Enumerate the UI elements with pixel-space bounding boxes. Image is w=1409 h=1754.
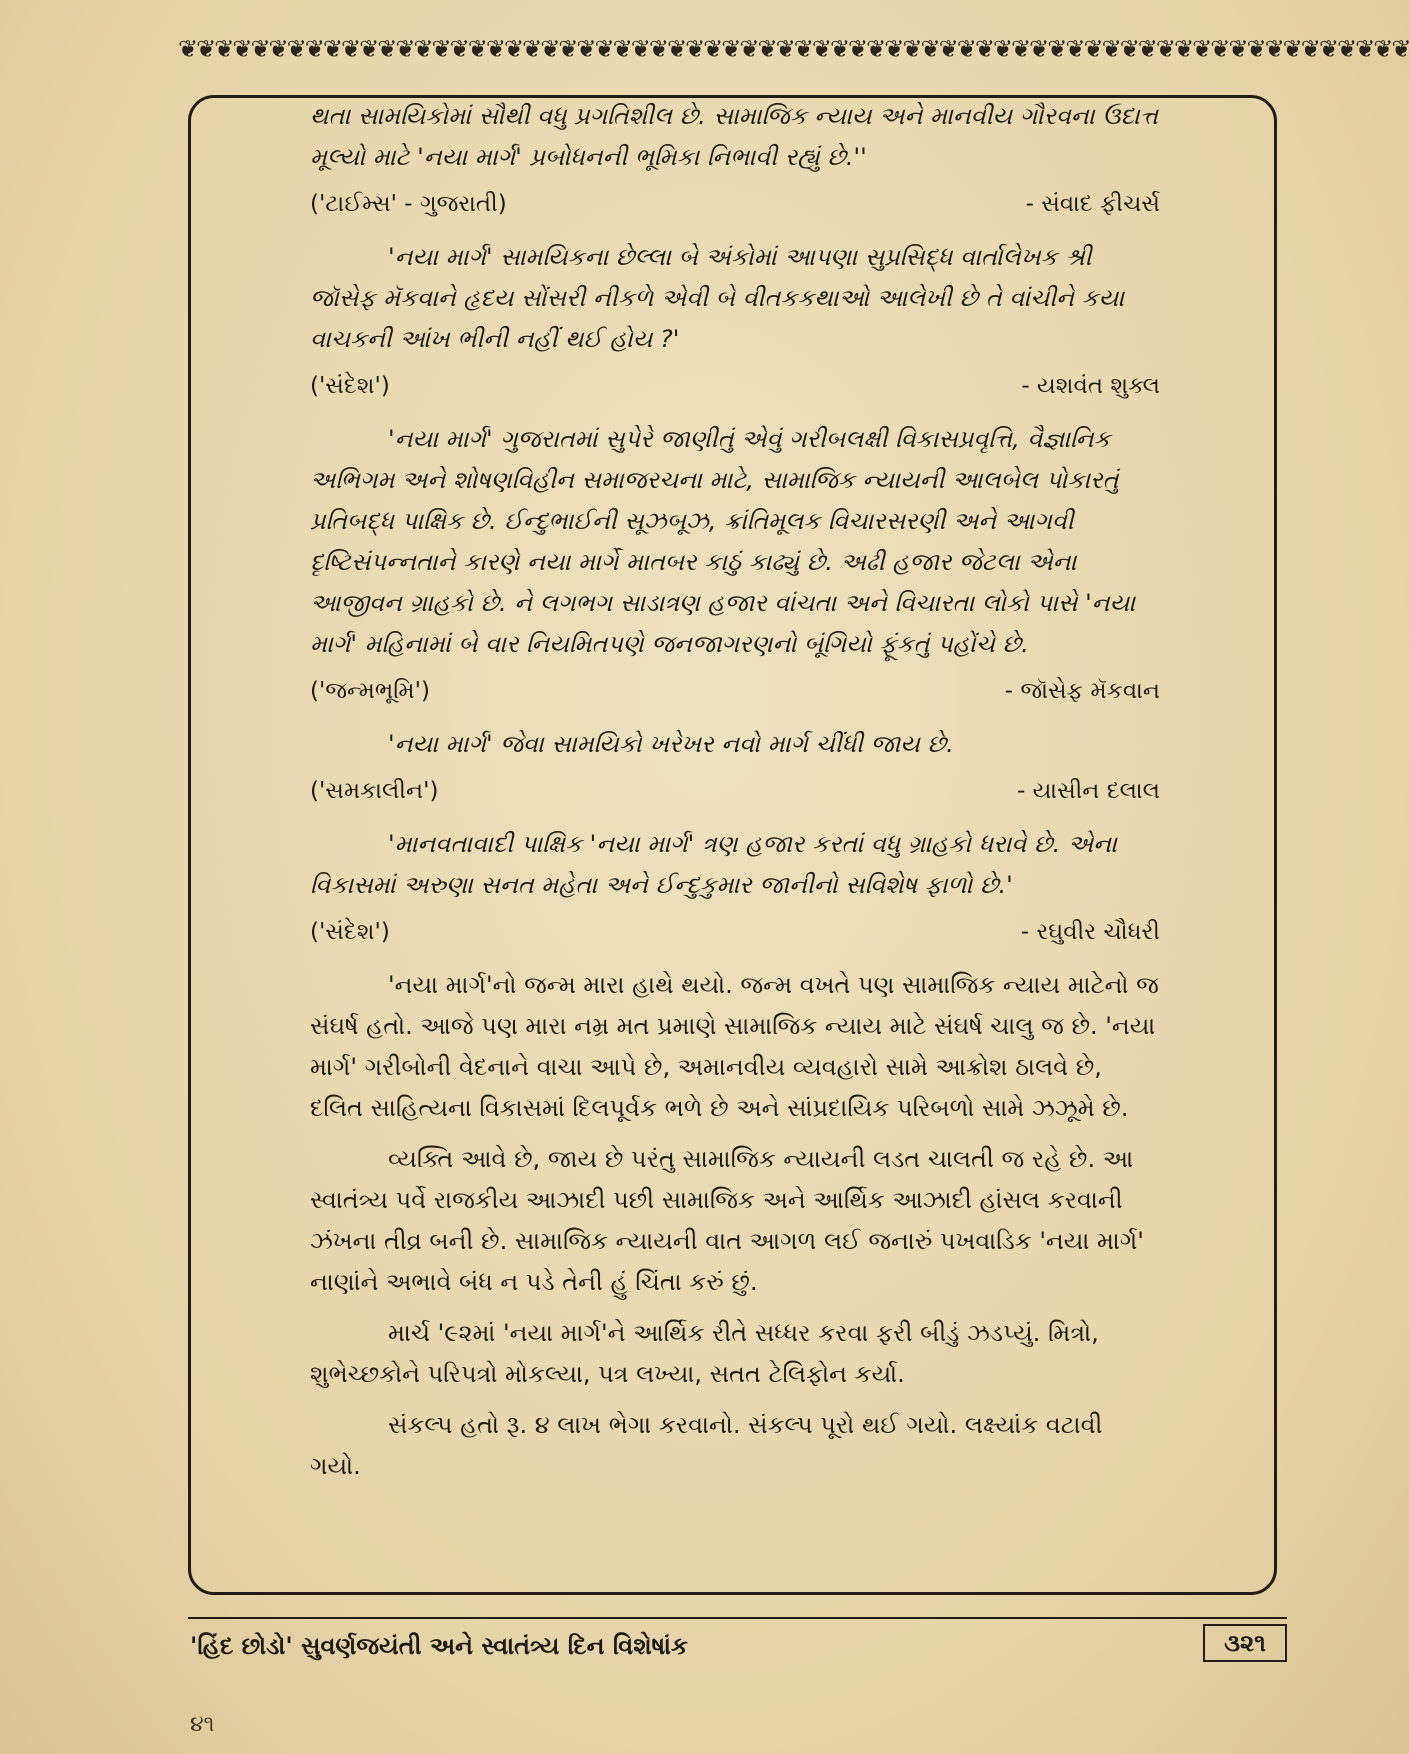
source-publication: ('સંદેશ')	[310, 373, 390, 399]
paragraph-8: માર્ચ '૯૨માં 'નયા માર્ગ'ને આર્થિક રીતે સધ્ધર કરવા ફરી બીડું ઝડપ્યું. મિત્રો, શુભેચ્છકોને પરિપત્રો મોકલ્યા, પત્ર લખ્યા, સતત ટેલિફોન કર્યા.	[310, 1319, 1099, 1388]
source-row-3	[310, 671, 1160, 712]
article-body	[310, 96, 1160, 1487]
source-row-4	[310, 771, 1160, 812]
source-publication: ('જન્મભૂમિ')	[310, 678, 430, 704]
source-publication: ('સમકાલીન')	[310, 778, 439, 804]
ornament-border: ❦❦❦❦❦❦❦❦❦❦❦❦❦❦❦❦❦❦❦❦❦❦❦❦❦❦❦❦❦❦❦❦❦❦❦❦❦❦❦❦❦❦❦❦❦❦❦❦❦❦❦❦❦❦❦❦❦❦❦❦❦❦❦❦❦❦❦❦	[178, 35, 1409, 63]
paragraph-5: 'માનવતાવાદી પાક્ષિક 'નયા માર્ગ' ત્રણ હજાર કરતાં વધુ ગ્રાહકો ધરાવે છે. એના વિકાસમાં અરુણા સનત મહેતા અને ઈન્દુકુમાર જાનીનો સવિશેષ ફાળો છે.'	[310, 830, 1117, 899]
source-author: - રઘુવીર ચૌધરી	[1020, 919, 1160, 945]
sheet-number: ૪૧	[190, 1712, 215, 1737]
source-author: - યશવંત શુક્લ	[1021, 373, 1160, 399]
paragraph-2: 'નયા માર્ગ' સામયિકના છેલ્લા બે અંકોમાં આપણા સુપ્રસિદ્ધ વાર્તાલેખક શ્રી જૉસેફ મૅકવાને હૃદય સોંસરી નીકળે એવી બે વીતકકથાઓ આલેખી છે તે વાંચીને કયા વાચકની આંખ ભીની નહીં થઈ હોય ?'	[310, 243, 1125, 353]
source-row-5	[310, 912, 1160, 953]
footer-title: 'હિંદ છોડો' સુવર્ણજયંતી અને સ્વાતંત્ર્ય દિન વિશેષાંક	[190, 1632, 688, 1660]
source-publication: ('ટાઈમ્સ' - ગુજરાતી)	[310, 191, 507, 217]
paragraph-4: 'નયા માર્ગ' જેવા સામયિકો ખરેખર નવો માર્ગ ચીંધી જાય છે.	[388, 730, 954, 758]
paragraph-3: 'નયા માર્ગ' ગુજરાતમાં સુપેરે જાણીતું એવું ગરીબલક્ષી વિકાસપ્રવૃત્તિ, વૈજ્ઞાનિક અભિગમ અને શોષણવિહીન સમાજરચના માટે, સામાજિક ન્યાયની આલબેલ પોકારતું પ્રતિબદ્ધ પાક્ષિક છે. ઈન્દુભાઈની સૂઝબૂઝ, ક્રાંતિમૂલક વિચારસરણી અને આગવી દૃષ્ટિસંપન્નતાને કારણે નયા માર્ગે માતબર કાઠું કાઢ્યું છે. અઢી હજાર જેટલા એના આજીવન ગ્રાહકો છે. ને લગભગ સાડાત્રણ હજાર વાંચતા અને વિચારતા લોકો પાસે 'નયા માર્ગ' મહિનામાં બે વાર નિયમિતપણે જનજાગરણનો બૂંગિયો ફૂંકતું પહોંચે છે.	[310, 425, 1136, 658]
paragraph-9: સંકલ્પ હતો રૂ. ૪ લાખ ભેગા કરવાનો. સંકલ્પ પૂરો થઈ ગયો. લક્ષ્યાંક વટાવી ગયો.	[310, 1411, 1103, 1480]
source-row-1	[310, 184, 1160, 225]
source-author: - જૉસેફ મૅકવાન	[1004, 678, 1160, 704]
source-publication: ('સંદેશ')	[310, 919, 390, 945]
footer-divider	[188, 1617, 1287, 1619]
source-row-2	[310, 366, 1160, 407]
source-author: - સંવાદ ફીચર્સ	[1025, 191, 1160, 217]
paragraph-1: થતા સામયિકોમાં સૌથી વધુ પ્રગતિશીલ છે. સામાજિક ન્યાય અને માનવીય ગૌરવના ઉદાત્ત મૂલ્યો માટે 'નયા માર્ગ' પ્રબોધનની ભૂમિકા નિભાવી રહ્યું છે.''	[310, 102, 1158, 171]
page-number: ૩૨૧	[1203, 1624, 1287, 1662]
source-author: - યાસીન દલાલ	[1016, 778, 1160, 804]
paragraph-6: 'નયા માર્ગ'નો જન્મ મારા હાથે થયો. જન્મ વખતે પણ સામાજિક ન્યાય માટેનો જ સંઘર્ષ હતો. આજે પણ મારા નમ્ર મત પ્રમાણે સામાજિક ન્યાય માટે સંઘર્ષ ચાલુ જ છે. 'નયા માર્ગ' ગરીબોની વેદનાને વાચા આપે છે, અમાનવીય વ્યવહારો સામે આક્રોશ ઠાલવે છે, દલિત સાહિત્યના વિકાસમાં દિલપૂર્વક ભળે છે અને સાંપ્રદાયિક પરિબળો સામે ઝઝૂમે છે.	[310, 971, 1159, 1122]
paragraph-7: વ્યક્તિ આવે છે, જાય છે પરંતુ સામાજિક ન્યાયની લડત ચાલતી જ રહે છે. આ સ્વાતંત્ર્ય પર્વે રાજકીય આઝાદી પછી સામાજિક અને આર્થિક આઝાદી હાંસલ કરવાની ઝંખના તીવ્ર બની છે. સામાજિક ન્યાયની વાત આગળ લઈ જનારું પખવાડિક 'નયા માર્ગ' નાણાંને અભાવે બંધ ન પડે તેની હું ચિંતા કરું છું.	[310, 1145, 1144, 1296]
